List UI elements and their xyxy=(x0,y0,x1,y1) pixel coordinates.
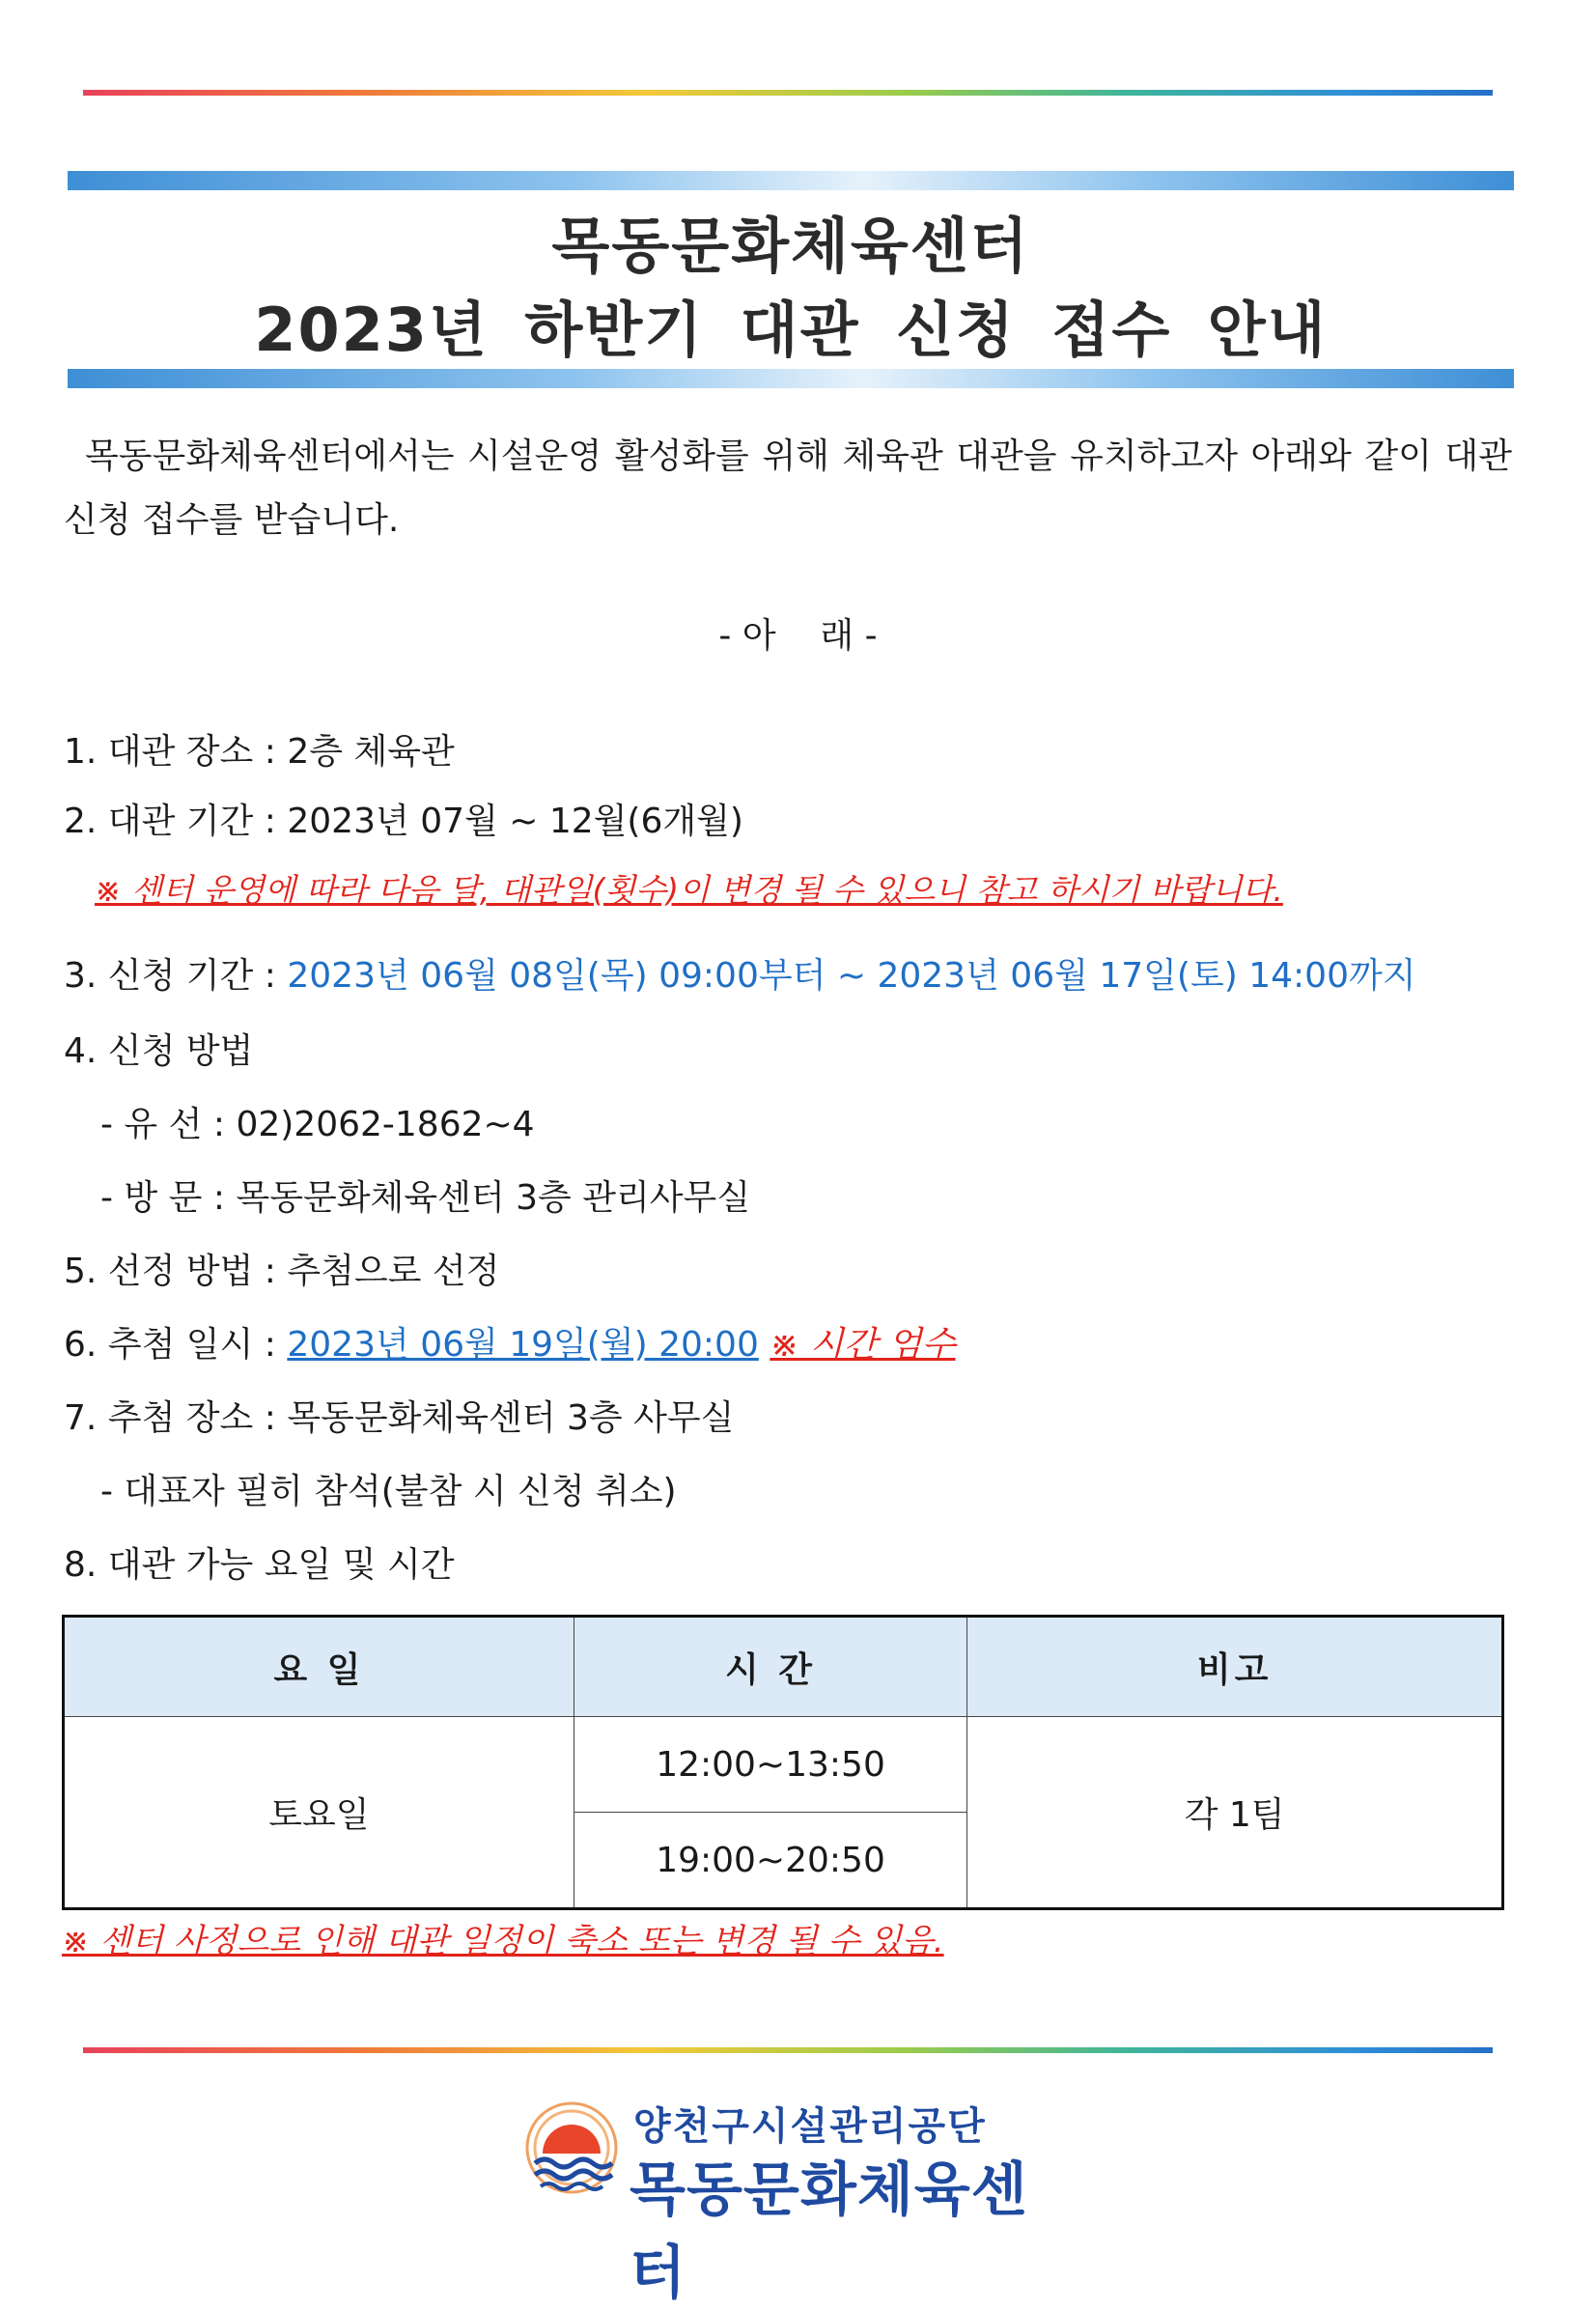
item-draw-datetime xyxy=(64,1317,955,1366)
schedule-change-note: ※ 센터 사정으로 인해 대관 일정이 축소 또는 변경 될 수 있음. xyxy=(62,1922,944,1960)
table-row xyxy=(64,1717,1503,1813)
schedule-table xyxy=(62,1615,1504,1910)
draw-datetime-value: 2023년 06월 19일(월) 20:00 xyxy=(287,1325,759,1365)
item-rental-period: 2. 대관 기간 : 2023년 07월 ~ 12월(6개월) xyxy=(64,802,743,841)
draw-time-warning: ※ 시간 엄수 xyxy=(770,1325,956,1365)
item-application-method: 4. 신청 방법 xyxy=(64,1031,254,1071)
intro-text: 목동문화체육센터에서는 시설운영 활성화를 위해 체육관 대관을 유치하고자 아래와 같이 대관 신청 접수를 받습니다. xyxy=(64,437,1512,540)
item-available-schedule: 8. 대관 가능 요일 및 시간 xyxy=(64,1545,455,1585)
item-venue: 1. 대관 장소 : 2층 체육관 xyxy=(64,732,455,772)
application-period-label: 3. 신청 기간 : xyxy=(64,956,288,996)
title-bottom-bar xyxy=(68,369,1514,388)
cell-time-2: 19:00~20:50 xyxy=(574,1813,967,1909)
title-top-bar xyxy=(68,171,1514,190)
bottom-rainbow-divider xyxy=(83,2047,1493,2053)
logo-center-name: 목동문화체육센터 xyxy=(630,2156,1028,2307)
draw-attendance-note: - 대표자 필히 참석(불참 시 신청 취소) xyxy=(100,1472,677,1511)
cell-remark: 각 1팀 xyxy=(967,1717,1503,1909)
intro-paragraph xyxy=(64,425,1512,552)
application-period-value: 2023년 06월 08일(목) 09:00부터 ~ 2023년 06월 17일(토) 14:00까지 xyxy=(287,956,1416,996)
item-selection-method: 5. 선정 방법 : 추첨으로 선정 xyxy=(64,1252,500,1291)
cell-day: 토요일 xyxy=(64,1717,574,1909)
item-draw-location: 7. 추첨 장소 : 목동문화체육센터 3층 사무실 xyxy=(64,1398,735,1438)
item-application-period xyxy=(64,948,1416,998)
method-phone: - 유 선 : 02)2062-1862~4 xyxy=(100,1105,535,1144)
rental-period-note: ※ 센터 운영에 따라 다음 달, 대관일(횟수)이 변경 될 수 있으니 참고 하시기 바랍니다. xyxy=(95,871,1283,909)
header-time: 시 간 xyxy=(574,1617,967,1717)
cell-time-1: 12:00~13:50 xyxy=(574,1717,967,1813)
header-day: 요 일 xyxy=(64,1617,574,1717)
method-visit: - 방 문 : 목동문화체육센터 3층 관리사무실 xyxy=(100,1178,751,1218)
below-marker: - 아 래 - xyxy=(718,616,878,656)
page-title: 목동문화체육센터 xyxy=(551,211,1030,281)
table-header-row xyxy=(64,1617,1503,1717)
draw-datetime-label: 6. 추첨 일시 : xyxy=(64,1325,288,1365)
top-rainbow-divider xyxy=(83,90,1493,96)
page-subtitle: 2023년 하반기 대관 신청 접수 안내 xyxy=(254,295,1328,365)
logo-organization: 양천구시설관리공단 xyxy=(633,2104,987,2149)
header-remark: 비고 xyxy=(967,1617,1503,1717)
center-logo xyxy=(521,2096,1062,2307)
sun-wave-logo-icon xyxy=(521,2099,622,2200)
